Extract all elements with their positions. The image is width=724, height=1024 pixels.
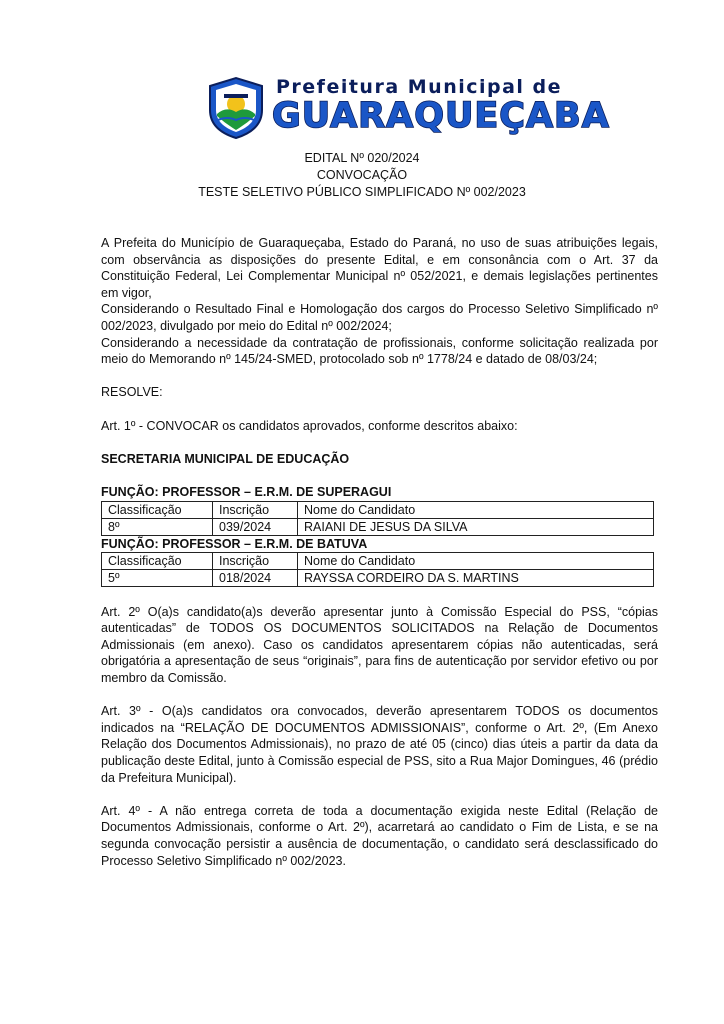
- cell-classificacao: 8º: [102, 518, 213, 535]
- cell-nome: RAIANI DE JESUS DA SILVA: [298, 518, 654, 535]
- intro-paragraph-1: A Prefeita do Município de Guaraqueçaba, Estado do Paraná, no uso de suas atribuições legais, com observância as disposições do presente Edital, e em consonância com o Art. 37 da Constituição Federal, Lei Complementar Municipal nº 052/2021, e demais legislações pertinentes em vigor,: [101, 236, 658, 300]
- table-row: [102, 570, 654, 587]
- document-body: [101, 235, 658, 869]
- header-nome: Nome do Candidato: [298, 553, 654, 570]
- document-titles: [0, 150, 724, 201]
- article-3: Art. 3º - O(a)s candidatos ora convocados, deverão apresentarem TODOS os documentos indicados na “RELAÇÃO DE DOCUMENTOS ADMISSIONAIS”, conforme o Art. 2º, (Em Anexo Relação dos Documentos Admissionais), no prazo de até 05 (cinco) dias úteis a partir da data da publicação deste Edital, junto à Comissão especial de PSS, sito a Rua Major Domingues, 46 (prédio da Prefeitura Municipal).: [101, 704, 658, 785]
- article-1: Art. 1º - CONVOCAR os candidatos aprovados, conforme descritos abaixo:: [101, 418, 518, 433]
- letterhead: [200, 74, 610, 142]
- funcao-title-batuva: FUNÇÃO: PROFESSOR – E.R.M. DE BATUVA: [101, 536, 368, 551]
- table-header-row: [102, 553, 654, 570]
- brand-line-1: Prefeitura Municipal de: [276, 76, 563, 98]
- candidates-table-batuva: [101, 552, 654, 587]
- brand-line-2: GUARAQUEÇABA: [272, 96, 610, 136]
- cell-inscricao: 018/2024: [213, 570, 298, 587]
- convocacao-title: CONVOCAÇÃO: [316, 168, 408, 182]
- candidates-table-superagui: [101, 501, 654, 536]
- intro-paragraph-3: Considerando a necessidade da contratação de profissionais, conforme solicitação realizada por meio do Memorando nº 145/24-SMED, protocolado sob nº 1778/24 e datado de 08/03/24;: [101, 335, 658, 367]
- article-4: Art. 4º - A não entrega correta de toda a documentação exigida neste Edital (Relação de Documentos Admissionais, conforme o Art. 2º), acarretará ao candidato o Fim de Lista, e se na segunda convocação persistir a ausência de documentação, o candidato será desclassificado do Processo Seletivo Simplificado nº 002/2023.: [101, 803, 658, 868]
- cell-nome: RAYSSA CORDEIRO DA S. MARTINS: [298, 570, 654, 587]
- header-nome: Nome do Candidato: [298, 501, 654, 518]
- teste-seletivo-title: TESTE SELETIVO PÚBLICO SIMPLIFICADO Nº 002/2023: [198, 185, 526, 199]
- resolve-heading: RESOLVE:: [101, 385, 163, 400]
- municipal-coat-of-arms-icon: [204, 76, 268, 140]
- intro-paragraph-2: Considerando o Resultado Final e Homologação dos cargos do Processo Seletivo Simplificado nº 002/2023, divulgado por meio do Edital nº 002/2024;: [101, 302, 658, 333]
- secretaria-heading: SECRETARIA MUNICIPAL DE EDUCAÇÃO: [101, 451, 350, 466]
- edital-number: EDITAL Nº 020/2024: [304, 151, 420, 165]
- table-row: [102, 518, 654, 535]
- header-classificacao: Classificação: [102, 501, 213, 518]
- table-header-row: [102, 501, 654, 518]
- header-inscricao: Inscrição: [213, 501, 298, 518]
- header-classificacao: Classificação: [102, 553, 213, 570]
- article-2: Art. 2º O(a)s candidato(a)s deverão apresentar junto à Comissão Especial do PSS, “cópias autenticadas” de TODOS OS DOCUMENTOS SOLICITADOS na Relação de Documentos Admissionais (em anexo). Caso os candidatos apresentarem cópias não autenticadas, será obrigatória a apresentação de seus “originais”, para fins de autenticação por servidor efetivo ou por membro da Comissão.: [101, 604, 658, 686]
- funcao-title-superagui: FUNÇÃO: PROFESSOR – E.R.M. DE SUPERAGUI: [101, 484, 392, 499]
- cell-classificacao: 5º: [102, 570, 213, 587]
- header-inscricao: Inscrição: [213, 553, 298, 570]
- cell-inscricao: 039/2024: [213, 518, 298, 535]
